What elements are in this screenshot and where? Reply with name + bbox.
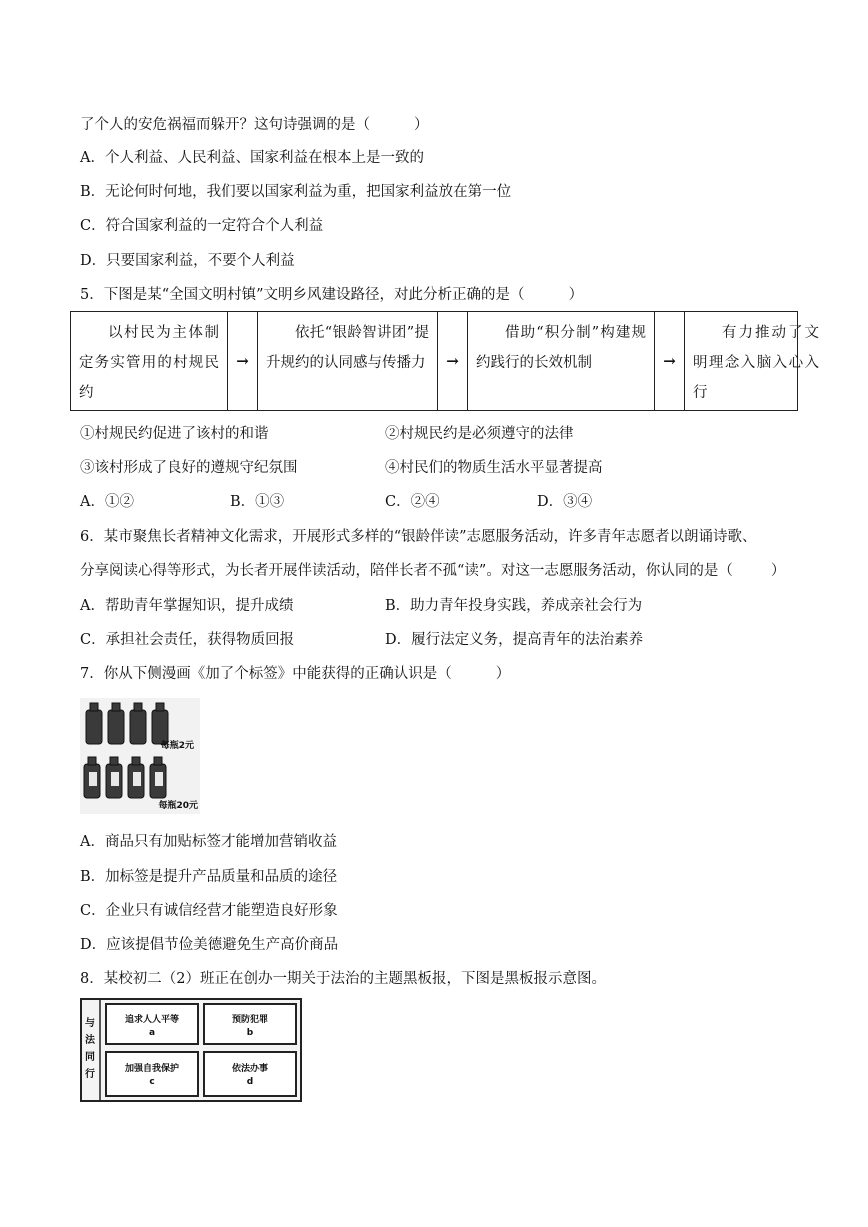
q4-option-c: C．符合国家利益的一定符合个人利益: [80, 218, 324, 234]
flow-step-3: 借助“积分制”构建规约践行的长效机制: [468, 312, 655, 410]
flow-arrow-icon: →: [228, 312, 258, 410]
flow-step-4: 有力推动了文明理念入脑入心入行: [693, 325, 819, 401]
q7-option-b: B．加标签是提升产品质量和品质的途径: [80, 869, 338, 885]
q6-option-a: A．帮助青年掌握知识，提升成绩: [80, 598, 294, 614]
q5-flow-diagram: [70, 311, 819, 411]
board-cell-a-title: 追求人人平等: [124, 1015, 180, 1025]
flow-arrow-icon: →: [655, 312, 685, 410]
q5-option-c: C．②④: [385, 494, 440, 510]
board-cell-b-title: 预防犯罪: [231, 1015, 269, 1025]
q5-option-d: D．③④: [537, 494, 593, 510]
board-cell-c-letter: c: [149, 1077, 155, 1087]
q4-stem: 了个人的安危祸福而躲开？这句诗强调的是（ ）: [80, 117, 429, 133]
board-cell-d-title: 依法办事: [231, 1064, 269, 1074]
board-cell-c-title: 加强自我保护: [124, 1064, 180, 1074]
q5-stem: 5．下图是某“全国文明村镇”文明乡风建设路径，对此分析正确的是（ ）: [80, 287, 584, 303]
q5-option-a: A．①②: [80, 494, 134, 510]
q6-option-d: D．履行法定义务，提高青年的法治素养: [385, 632, 644, 648]
q4-option-b: B．无论何时何地，我们要以国家利益为重，把国家利益放在第一位: [80, 184, 512, 200]
flow-step-1: 以村民为主体制定务实管用的村规民约: [71, 312, 228, 410]
statement-4: ④村民们的物质生活水平显著提高: [385, 460, 603, 476]
board-side-title-3: 同: [85, 1052, 95, 1063]
cartoon-image: [80, 698, 200, 814]
q7-option-d: D．应该提倡节俭美德避免生产高价商品: [80, 937, 339, 953]
board-side-title-1: 与: [85, 1018, 95, 1029]
board-cell-b-letter: b: [246, 1028, 254, 1038]
q8-stem: 8．某校初二（2）班正在创办一期关于法治的主题黑板报，下图是黑板报示意图。: [80, 971, 606, 987]
flow-arrow-icon: →: [438, 312, 468, 410]
statement-1: ①村规民约促进了该村的和谐: [80, 426, 269, 442]
price-bottom-label: 每瓶20元: [158, 801, 198, 811]
q7-option-c: C．企业只有诚信经营才能塑造良好形象: [80, 903, 338, 919]
blackboard-diagram: [80, 998, 302, 1102]
board-side-title-4: 行: [85, 1069, 95, 1080]
bottles-cartoon: [80, 698, 200, 814]
q7-option-a: A．商品只有加贴标签才能增加营销收益: [80, 834, 337, 850]
q6-option-b: B．助力青年投身实践，养成亲社会行为: [385, 598, 643, 614]
statement-2: ②村规民约是必须遵守的法律: [385, 426, 574, 442]
q6-stem-line-2: 分享阅读心得等形式，为长者开展伴读活动，陪伴长者不孤“读”。对这一志愿服务活动，你认同的是（ ）: [80, 563, 786, 579]
board-cell-d-letter: d: [246, 1077, 254, 1087]
q4-option-d: D．只要国家利益，不要个人利益: [80, 253, 295, 269]
q5-option-b: B．①③: [230, 494, 285, 510]
statement-3: ③该村形成了良好的遵规守纪氛围: [80, 460, 298, 476]
price-top-label: 每瓶2元: [160, 741, 194, 751]
blackboard-svg: [80, 998, 302, 1102]
board-side-title-2: 法: [85, 1035, 95, 1046]
q6-stem-line-1: 6．某市聚焦长者精神文化需求，开展形式多样的“银龄伴读”志愿服务活动，许多青年志愿者以朗诵诗歌、: [80, 529, 757, 545]
q7-stem: 7．你从下侧漫画《加了个标签》中能获得的正确认识是（ ）: [80, 666, 511, 682]
q4-option-a: A．个人利益、人民利益、国家利益在根本上是一致的: [80, 150, 424, 166]
flow-step-2: 依托“银龄智讲团”提升规约的认同感与传播力: [258, 312, 438, 410]
board-cell-a-letter: a: [148, 1028, 156, 1038]
q6-option-c: C．承担社会责任，获得物质回报: [80, 632, 295, 648]
